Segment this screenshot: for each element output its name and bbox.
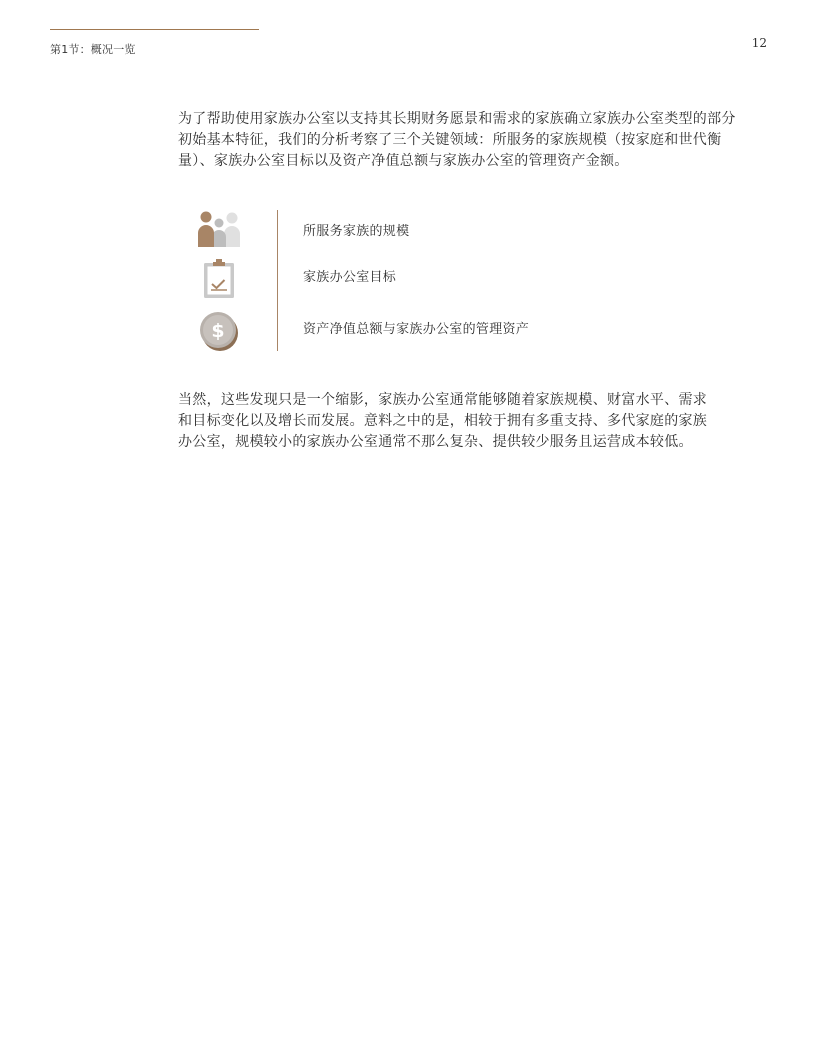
svg-text:$: $ (211, 320, 225, 342)
dollar-coin-icon (195, 308, 243, 352)
header-rule (50, 29, 259, 30)
page-number: 12 (751, 36, 767, 50)
feature-list (195, 207, 675, 353)
feature-divider (277, 210, 278, 351)
family-icon (195, 207, 243, 251)
closing-paragraph: 当然，这些发现只是一个缩影，家族办公室通常能够随着家族规模、财富水平、需求和目标变化以及增长而发展。意料之中的是，相较于拥有多重支持、多代家庭的家族办公室，规模较小的家族办公室通常不那么复杂、提供较少服务且运营成本较低。 (178, 392, 708, 450)
feature-label-family-size: 所服务家族的规模 (303, 224, 410, 239)
intro-paragraph: 为了帮助使用家族办公室以支持其长期财务愿景和需求的家族确立家族办公室类型的部分初始基本特征，我们的分析考察了三个关键领域：所服务的家族规模（按家庭和世代衡量）、家族办公室目标以及资产净值总额与家族办公室的管理资产金额。 (178, 111, 736, 169)
clipboard-check-icon (195, 257, 243, 301)
section-label: 第1节：概况一览 (50, 43, 136, 56)
feature-label-net-worth-aum: 资产净值总额与家族办公室的管理资产 (303, 322, 530, 337)
feature-label-office-goals: 家族办公室目标 (303, 270, 397, 285)
